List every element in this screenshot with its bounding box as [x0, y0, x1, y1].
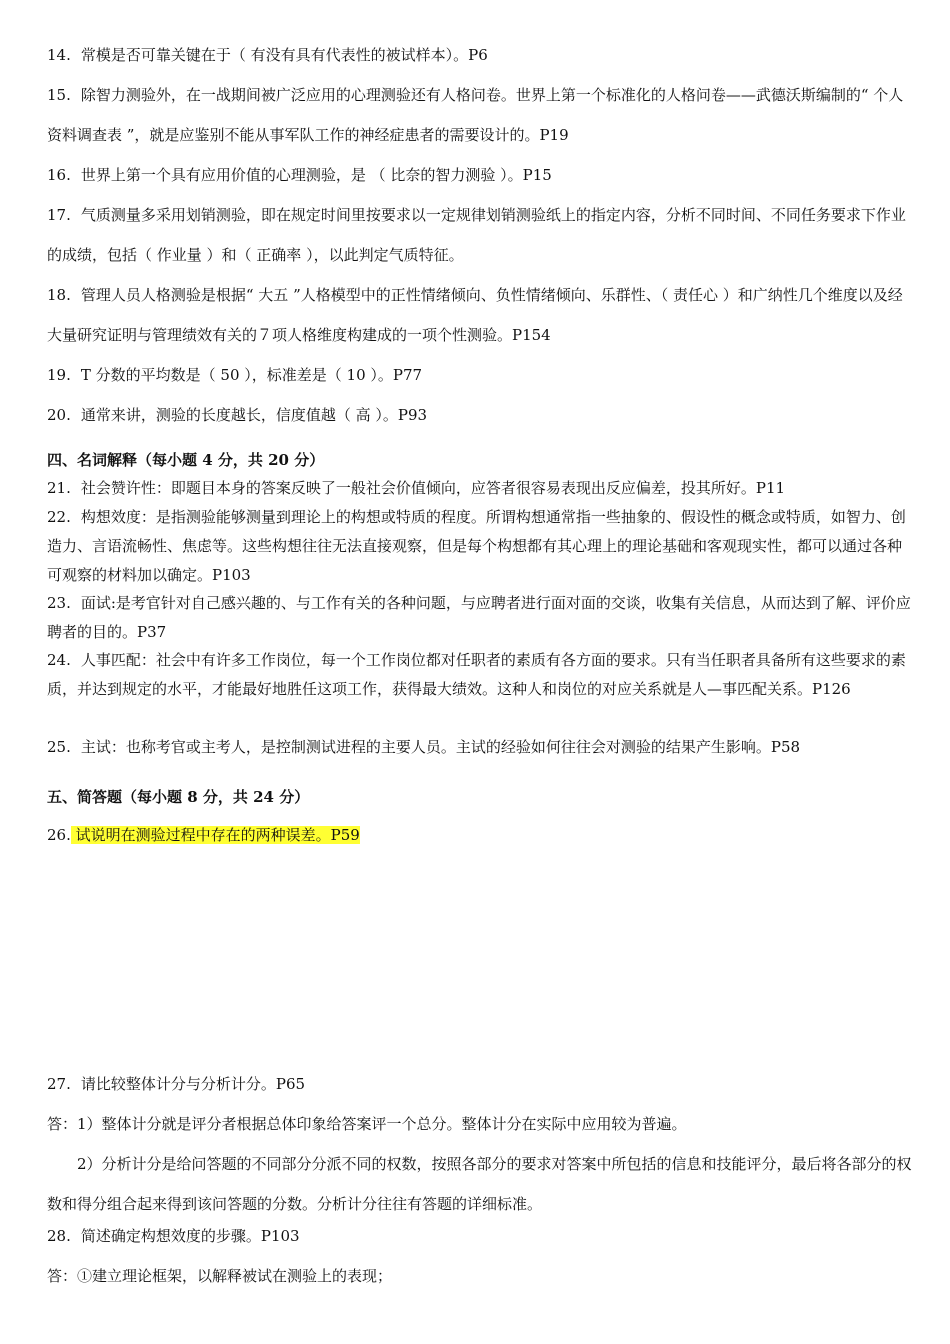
highlighted-question-text: [71, 826, 360, 844]
question-text: 气质测量多采用划销测验，即在规定时间里按要求以一定规律划销测验纸上的指定内容，分析不同时间、不同任务要求下作业的成绩，包括（ 作业量 ）和（ 正确率 ），以此判定气质特征。: [47, 206, 906, 264]
term-text: 人事匹配：社会中有许多工作岗位，每一个工作岗位都对任职者的素质有各方面的要求。只有当任职者具备所有这些要求的素质，并达到规定的水平，才能最好地胜任这项工作，获得最大绩效。这种人和岗位的对应关系就是人—事匹配关系。P126: [47, 651, 906, 698]
question-text: 除智力测验外，在一战期间被广泛应用的心理测验还有人格问卷。世界上第一个标准化的人格问卷——武德沃斯编制的“ 个人资料调查表 ”，就是应鉴别不能从事军队工作的神经症患者的需要设计的。P19: [47, 86, 904, 144]
answer-27-part-2: 2）分析计分是给问答题的不同部分分派不同的权数，按照各部分的要求对答案中所包括的信息和技能评分，最后将各部分的权数和得分组合起来得到该问答题的分数。分析计分往往有答题的详细标准。: [47, 1155, 912, 1213]
term-23: [47, 589, 913, 647]
question-number: 28.: [47, 1227, 71, 1245]
question-text: 请比较整体计分与分析计分。P65: [80, 1075, 306, 1093]
question-number: 14.: [47, 46, 71, 64]
question-text: 试说明在测验过程中存在的两种误差。P59: [75, 826, 360, 844]
question-16: [47, 155, 913, 195]
question-text: 世界上第一个具有应用价值的心理测验，是 （ 比奈的智力测验 ）。P15: [80, 166, 552, 184]
answer-27-part-1: 答：1）整体计分就是评分者根据总体印象给答案评一个总分。整体计分在实际中应用较为普遍。: [47, 1115, 687, 1133]
question-number: 18.: [47, 286, 71, 304]
term-text: 构想效度：是指测验能够测量到理论上的构想或特质的程度。所谓构想通常指一些抽象的、假设性的概念或特质，如智力、创造力、言语流畅性、焦虑等。这些构想往往无法直接观察，但是每个构想都有其心理上的理论基础和客观现实性，都可以通过各种可观察的材料加以确定。P103: [47, 508, 906, 584]
term-number: 25.: [47, 738, 71, 756]
question-28: [47, 1216, 913, 1256]
question-number: 19.: [47, 366, 71, 384]
question-20: [47, 395, 913, 435]
question-number: 20.: [47, 406, 71, 424]
section-5-title: 五、简答题（每小题 8 分，共 24 分）: [47, 788, 310, 806]
term-number: 23.: [47, 594, 71, 612]
question-15: [47, 75, 913, 155]
term-text: 社会赞许性：即题目本身的答案反映了一般社会价值倾向，应答者很容易表现出反应偏差，投其所好。P11: [80, 479, 786, 497]
question-17: [47, 195, 913, 275]
term-number: 21.: [47, 479, 71, 497]
question-number: 17.: [47, 206, 71, 224]
question-text: 通常来讲，测验的长度越长，信度值越（ 高 ）。P93: [80, 406, 428, 424]
question-14: [47, 35, 913, 75]
question-number: 15.: [47, 86, 71, 104]
term-number: 24.: [47, 651, 71, 669]
question-19: [47, 355, 913, 395]
question-text: 管理人员人格测验是根据“ 大五 ”人格模型中的正性情绪倾向、负性情绪倾向、乐群性、（ 责任心 ）和广纳性几个维度以及经大量研究证明与管理绩效有关的７项人格维度构建成的一项个性测验。P154: [47, 286, 903, 344]
term-number: 22.: [47, 508, 71, 526]
term-22: [47, 503, 913, 590]
term-25: [47, 727, 913, 767]
section-4-title: 四、名词解释（每小题 4 分，共 20 分）: [47, 451, 325, 469]
question-18: [47, 275, 913, 355]
term-text: 主试：也称考官或主考人，是控制测试进程的主要人员。主试的经验如何往往会对测验的结果产生影响。P58: [80, 738, 801, 756]
term-text: 面试:是考官针对自己感兴趣的、与工作有关的各种问题，与应聘者进行面对面的交谈，收集有关信息，从而达到了解、评价应聘者的目的。P37: [47, 594, 911, 641]
question-number: 27.: [47, 1075, 71, 1093]
question-text: T 分数的平均数是（ 50 ），标准差是（ 10 ）。P77: [80, 366, 423, 384]
question-27: [47, 1064, 913, 1104]
question-text: 常模是否可靠关键在于（ 有没有具有代表性的被试样本）。P6: [80, 46, 488, 64]
question-text: 简述确定构想效度的步骤。P103: [80, 1227, 300, 1245]
question-26: [47, 815, 913, 855]
term-21: [47, 474, 913, 503]
question-number: 16.: [47, 166, 71, 184]
term-24: [47, 646, 913, 704]
answer-28-part-1: 答：①建立理论框架，以解释被试在测验上的表现；: [47, 1267, 393, 1285]
question-number: 26.: [47, 826, 71, 844]
